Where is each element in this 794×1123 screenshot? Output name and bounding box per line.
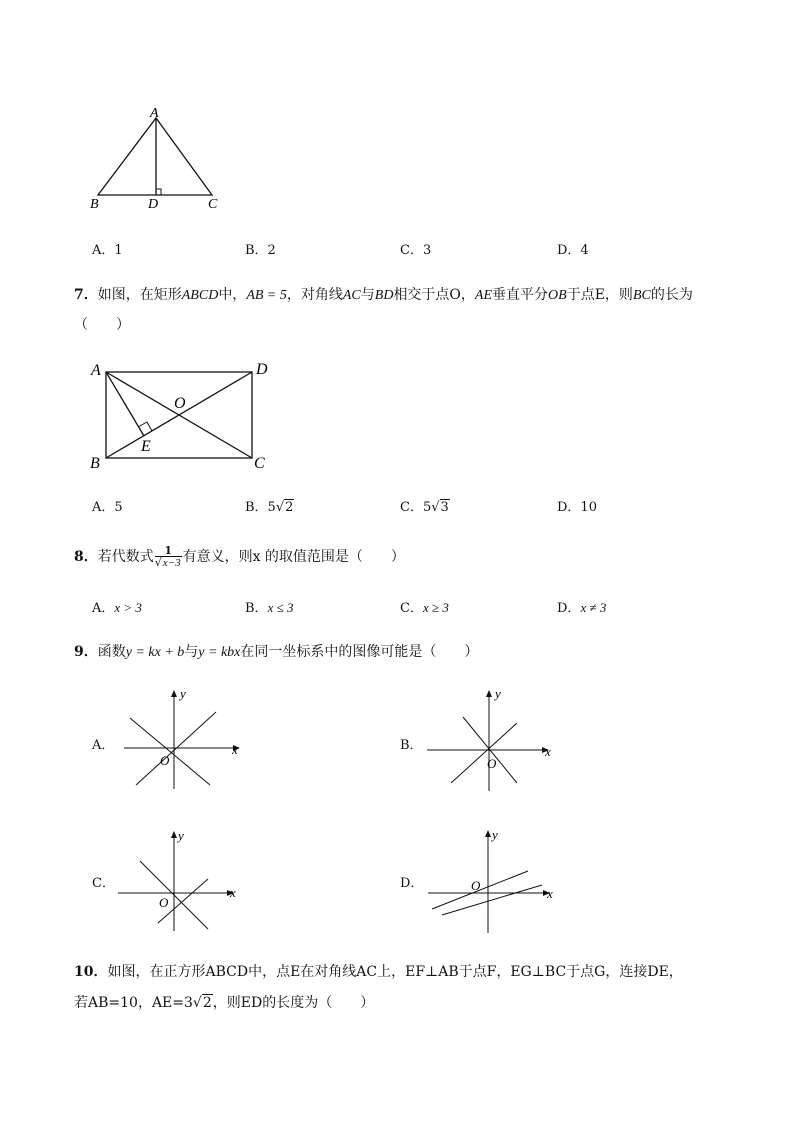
q7-option-a: A．5	[92, 500, 123, 515]
q8-text: 若代数式	[97, 549, 154, 565]
q8-stem	[74, 545, 405, 569]
q9-option-c-label: C．	[92, 876, 115, 891]
q10-stem-line1	[74, 962, 683, 982]
axis-label-x: x	[545, 744, 551, 759]
q9-graph-d	[424, 825, 558, 937]
q6-option-d: D．4	[557, 243, 589, 258]
q7-option-c-text: C．5	[400, 500, 432, 515]
option-math: x ≥ 3	[422, 600, 449, 615]
option-math: x ≠ 3	[580, 600, 607, 615]
q7-text: 的长为	[650, 287, 693, 303]
axis-label-x: x	[547, 886, 553, 901]
q9-text: 与	[184, 644, 199, 660]
radicand: x−3	[162, 557, 181, 569]
rectangle-figure	[86, 356, 276, 476]
option-label: C．	[400, 601, 423, 616]
q7-stem	[74, 285, 693, 306]
radicand: 2	[285, 500, 294, 515]
q9-text: 在同一坐标系中的图像可能是（ ）	[240, 644, 479, 660]
vertex-label-b: B	[90, 455, 100, 472]
q7-number: 7．	[74, 287, 98, 303]
vertex-label-d: D	[148, 197, 159, 212]
vertex-label-c: C	[254, 455, 265, 472]
vertex-label-a: A	[150, 106, 159, 121]
q7-text: 与	[360, 287, 375, 303]
axis-label-y: y	[492, 827, 498, 842]
axis-label-y: y	[495, 686, 501, 701]
q8-number: 8．	[74, 549, 98, 565]
q9-option-b-label: B．	[400, 738, 423, 753]
origin-label: O	[471, 878, 481, 893]
q9-option-a-label: A．	[92, 738, 115, 753]
q9-stem	[74, 642, 478, 663]
q7-option-d: D．10	[557, 500, 597, 515]
option-label: A．	[92, 601, 115, 616]
radicand: 2	[202, 995, 212, 1011]
q10-stem-line2: 若AB=10，AE=3√2，则ED的长度为（ ）	[74, 995, 375, 1011]
q7-math: ABCD	[181, 288, 219, 303]
option-label: D．	[557, 601, 581, 616]
origin-label: O	[160, 753, 170, 768]
triangle-figure	[86, 104, 226, 216]
axis-label-x: x	[232, 742, 238, 757]
option-label: B．	[245, 601, 268, 616]
q9-option-d-label: D．	[400, 876, 424, 891]
q7-answer-paren: （ ）	[74, 317, 130, 333]
q9-text: 函数	[97, 644, 126, 660]
q7-text: 于点E，则	[566, 287, 633, 303]
center-label-o: O	[174, 395, 186, 412]
q9-math: y = kx + b	[125, 645, 185, 660]
q7-math: AE	[474, 288, 493, 303]
q7-math: AB = 5	[246, 288, 287, 303]
option-math: x > 3	[114, 600, 142, 615]
q10-text: 若AB=10，AE=3	[74, 995, 193, 1011]
q10-number: 10．	[74, 964, 108, 980]
option-math: x ≤ 3	[267, 600, 294, 615]
q6-option-c: C．3	[400, 243, 432, 258]
q6-option-b: B．2	[245, 243, 276, 258]
q7-math: BC	[632, 288, 651, 303]
q7-text: 如图，在矩形	[97, 287, 182, 303]
q9-graph-a	[118, 685, 248, 793]
radicand: 3	[440, 500, 449, 515]
q10-text: ，则ED的长度为（ ）	[212, 995, 375, 1011]
q6-option-a: A．1	[92, 243, 123, 258]
fraction-numerator: 1	[155, 545, 182, 557]
vertex-label-b: B	[90, 197, 99, 212]
q8-text: 有意义，则x 的取值范围是（ ）	[182, 549, 405, 565]
q9-graph-b	[423, 685, 558, 795]
q7-option-b: B．5√2	[245, 500, 294, 515]
q7-text: 中，	[218, 287, 247, 303]
q9-number: 9．	[74, 644, 98, 660]
axis-label-y: y	[178, 828, 184, 843]
q7-math: AC	[342, 288, 361, 303]
q8-option-c	[400, 598, 449, 619]
vertex-label-a: A	[91, 362, 101, 379]
q7-text: ，对角线	[286, 287, 343, 303]
vertex-label-d: D	[256, 361, 268, 378]
q7-text: 垂直平分	[492, 287, 549, 303]
q8-option-b	[245, 598, 293, 619]
q9-math: y = kbx	[198, 645, 241, 660]
axis-label-x: x	[230, 885, 236, 900]
q8-option-d	[557, 598, 606, 619]
q8-option-a	[92, 598, 142, 619]
q7-text: 相交于点O，	[393, 287, 475, 303]
q9-graph-c	[114, 825, 244, 935]
vertex-label-c: C	[208, 197, 218, 212]
q7-math: BD	[374, 288, 394, 303]
origin-label: O	[487, 756, 497, 771]
q10-text: 如图，在正方形ABCD中，点E在对角线AC上，EF⊥AB于点F，EG⊥BC于点G，连接DE，	[107, 964, 683, 980]
fraction	[155, 545, 182, 569]
q7-option-b-text: B．5	[245, 500, 276, 515]
fraction-denominator: √x−3	[154, 556, 181, 569]
axis-label-y: y	[180, 686, 186, 701]
origin-label: O	[159, 895, 169, 910]
q7-math: OB	[548, 288, 567, 303]
foot-label-e: E	[141, 438, 151, 455]
q7-option-c: C．5√3	[400, 500, 449, 515]
